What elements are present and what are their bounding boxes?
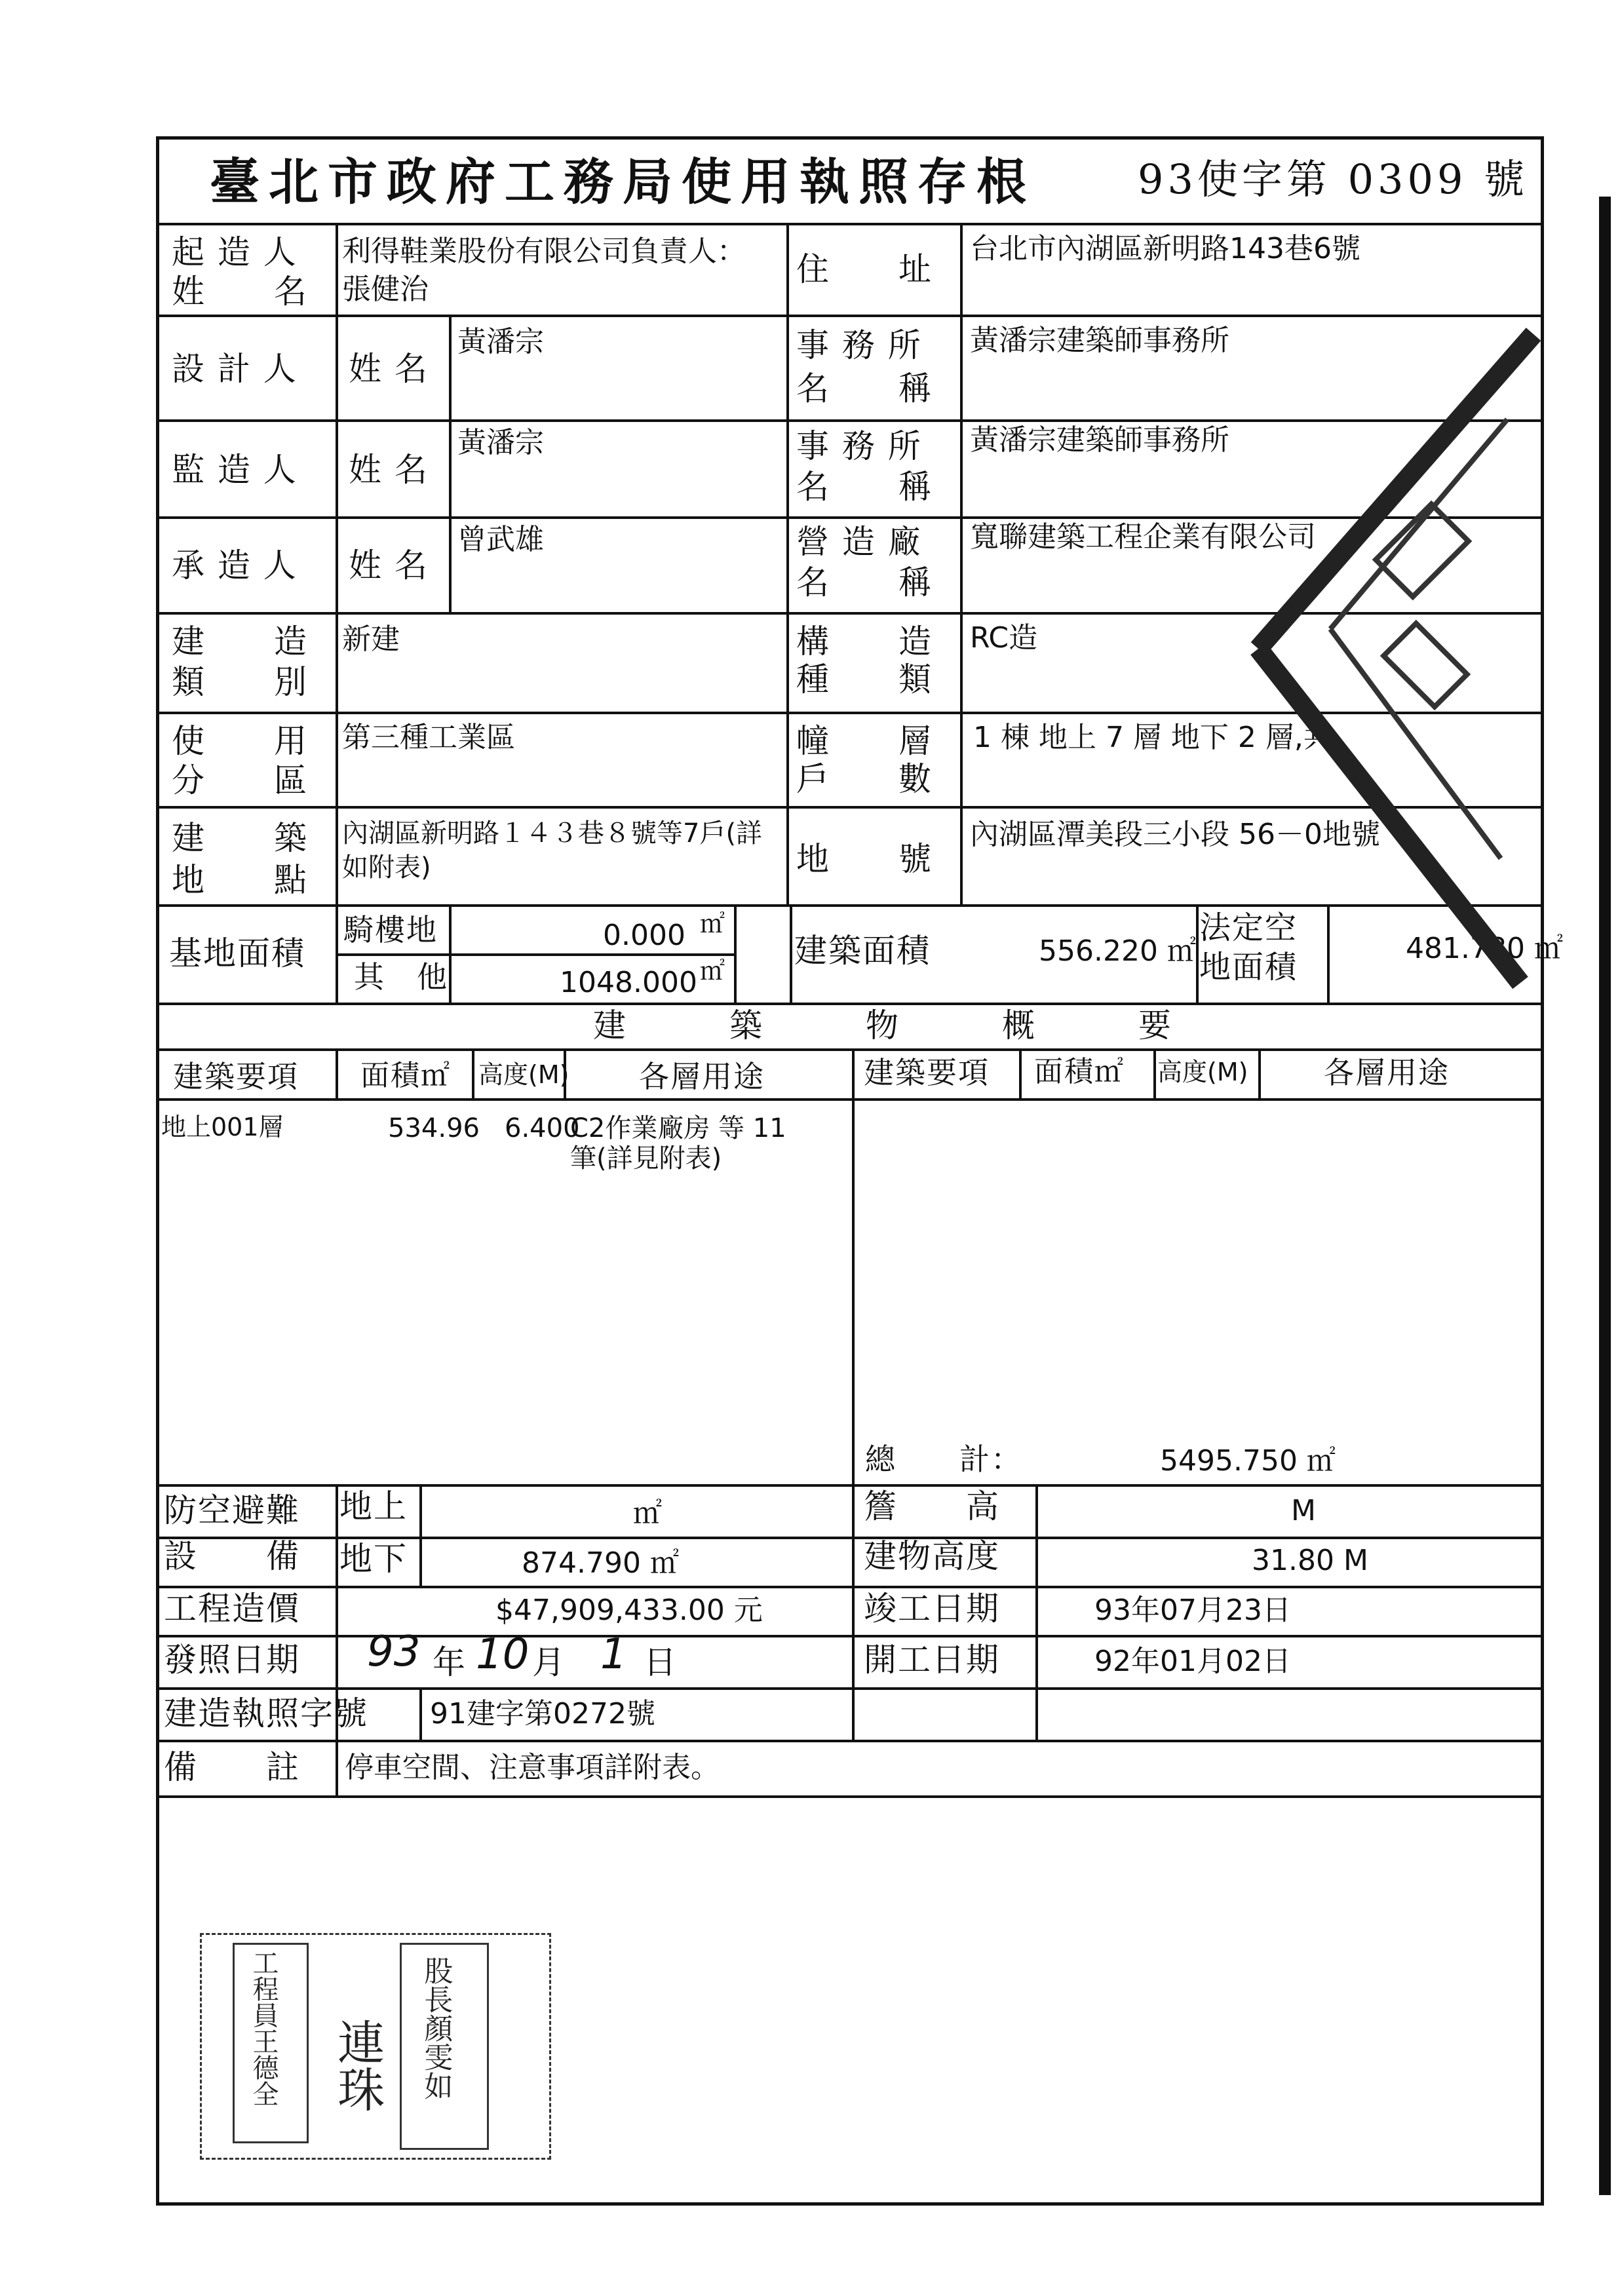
eave-height-value: M — [1291, 1494, 1316, 1527]
col-height-right: 高度(M) — [1157, 1058, 1248, 1086]
location-label: 建 築 — [172, 819, 308, 857]
other-area-unit: ㎡ — [700, 957, 725, 985]
build-type-value: 新建 — [342, 622, 400, 656]
supervisor-office-label-2: 名 稱 — [796, 468, 933, 506]
structure-label: 構 造 — [796, 622, 933, 660]
above-ground-label: 地上 — [339, 1487, 408, 1525]
lot-value: 內湖區潭美段三小段 56－0地號 — [970, 818, 1380, 851]
cost-value: $47,909,433.00 元 — [495, 1594, 763, 1627]
open-space-label-2: 地面積 — [1199, 949, 1298, 985]
open-space-value: 481.780 ㎡ — [1406, 932, 1563, 965]
designer-office: 黃潘宗建築師事務所 — [970, 324, 1229, 357]
other-area-value: 1048.000 — [560, 966, 697, 999]
supervisor-name-label: 姓 名 — [349, 451, 429, 489]
issue-date-label: 發照日期 — [164, 1641, 300, 1679]
designer-name-label: 姓 名 — [349, 350, 429, 388]
contractor-firm: 寬聯建築工程企業有限公司 — [970, 520, 1316, 554]
row-item: 地上001層 — [161, 1113, 284, 1141]
col-item-right: 建築要項 — [864, 1055, 990, 1090]
approval-stamp-icon — [1232, 197, 1599, 1088]
col-area-right: 面積㎡ — [1034, 1055, 1125, 1088]
owner-company: 利得鞋業股份有限公司負責人： — [342, 235, 746, 268]
issue-month-unit: 月 — [532, 1643, 566, 1681]
supervisor-name: 黃潘宗 — [457, 426, 544, 459]
issue-year: 93 — [367, 1628, 421, 1676]
floors-label: 幢 層 — [796, 722, 933, 760]
arcade-label: 騎樓地 — [343, 912, 438, 947]
designer-office-label-2: 名 稱 — [796, 370, 933, 408]
floors-label-2: 戶 數 — [796, 760, 933, 798]
structure-label-2: 種 類 — [796, 660, 933, 698]
supervisor-office-label: 事 務 所 — [796, 427, 922, 465]
binding-edge — [1599, 197, 1611, 2195]
designer-name: 黃潘宗 — [457, 325, 544, 358]
building-height-label: 建物高度 — [864, 1537, 1000, 1575]
col-height-left: 高度(M) — [478, 1060, 569, 1089]
contractor-firm-label: 營 造 廠 — [796, 523, 922, 561]
col-use-left: 各層用途 — [639, 1059, 765, 1094]
shelter-label: 防空避難 — [164, 1491, 300, 1529]
location-value: 內湖區新明路１４３巷８號等7戶(詳 — [342, 818, 763, 849]
supervisor-office: 黃潘宗建築師事務所 — [970, 423, 1229, 457]
above-ground-value: ㎡ — [633, 1497, 662, 1530]
col-item-left: 建築要項 — [173, 1059, 299, 1094]
building-permit-value: 91建字第0272號 — [430, 1697, 655, 1731]
chief-stamp-text: 股長顏雯如 — [419, 1956, 453, 2100]
location-label-2: 地 點 — [172, 861, 308, 899]
build-type-label: 建 造 — [172, 622, 308, 660]
total-value: 5495.750 ㎡ — [1160, 1444, 1336, 1478]
lot-label: 地 號 — [796, 840, 933, 878]
contractor-name-label: 姓 名 — [349, 546, 429, 584]
permit-number: 93使字第 0309 號 — [1138, 155, 1529, 203]
completion-date-value: 93年07月23日 — [1094, 1594, 1291, 1627]
contractor-name: 曾武雄 — [457, 523, 544, 556]
form-title: 臺北市政府工務局使用執照存根 — [210, 153, 1035, 211]
building-area-value: 556.220 ㎡ — [1039, 934, 1196, 968]
engineer-stamp-text: 工程員王德全 — [248, 1949, 279, 2107]
cost-label: 工程造價 — [164, 1590, 300, 1628]
zoning-label-2: 分 區 — [172, 761, 308, 799]
row-area: 534.96 — [388, 1113, 480, 1143]
total-label: 總 計： — [865, 1442, 1022, 1477]
signature-mark: 連珠 — [330, 2018, 385, 2113]
structure-value: RC造 — [970, 621, 1038, 655]
zoning-label: 使 用 — [172, 722, 308, 760]
remark-label: 備 註 — [164, 1748, 300, 1786]
site-area-label: 基地面積 — [169, 934, 305, 972]
supervisor-label: 監 造 人 — [172, 451, 298, 489]
row-height: 6.400 — [505, 1113, 580, 1143]
designer-label: 設 計 人 — [172, 350, 298, 388]
owner-label-name: 姓 名 — [172, 273, 308, 311]
build-type-label-2: 類 別 — [172, 663, 308, 701]
issue-day-unit: 日 — [644, 1643, 678, 1681]
issue-day: 1 — [600, 1630, 627, 1679]
col-use-right: 各層用途 — [1324, 1055, 1450, 1090]
building-height-value: 31.80 M — [1252, 1544, 1368, 1577]
arcade-value: 0.000 — [603, 919, 685, 952]
below-ground-value: 874.790 ㎡ — [522, 1546, 679, 1580]
start-date-value: 92年01月02日 — [1094, 1645, 1291, 1678]
contractor-firm-label-2: 名 稱 — [796, 564, 933, 602]
owner-representative: 張健治 — [342, 273, 429, 306]
start-date-label: 開工日期 — [864, 1641, 1000, 1679]
col-area-left: 面積㎡ — [360, 1059, 451, 1092]
overview-title: 建 築 物 概 要 — [593, 1006, 1172, 1044]
owner-label: 起 造 人 — [172, 233, 298, 271]
building-area-label: 建築面積 — [794, 932, 931, 970]
below-ground-label: 地下 — [339, 1540, 408, 1578]
completion-date-label: 竣工日期 — [864, 1590, 1000, 1628]
shelter-label-2: 設 備 — [164, 1537, 300, 1575]
row-use: C2作業廠房 等 11 — [570, 1113, 786, 1143]
contractor-label: 承 造 人 — [172, 546, 298, 584]
other-area-label: 其 他 — [354, 959, 448, 995]
zoning-value: 第三種工業區 — [342, 721, 515, 754]
arcade-unit: ㎡ — [700, 909, 725, 938]
issue-month: 10 — [476, 1630, 530, 1679]
address-value: 台北市內湖區新明路143巷6號 — [970, 232, 1360, 265]
row-use-2: 筆(詳見附表) — [570, 1143, 722, 1174]
building-permit-label: 建造執照字號 — [164, 1694, 368, 1732]
floors-value: 1 棟 地上 7 層 地下 2 層,共 — [973, 721, 1332, 754]
designer-office-label: 事 務 所 — [796, 326, 922, 364]
issue-year-unit: 年 — [433, 1643, 467, 1681]
eave-height-label: 簷 高 — [864, 1487, 1000, 1525]
address-label: 住 址 — [796, 250, 933, 288]
remark-value: 停車空間、注意事項詳附表。 — [345, 1751, 720, 1784]
location-value-2: 如附表) — [342, 852, 431, 883]
open-space-label: 法定空 — [1199, 909, 1298, 946]
